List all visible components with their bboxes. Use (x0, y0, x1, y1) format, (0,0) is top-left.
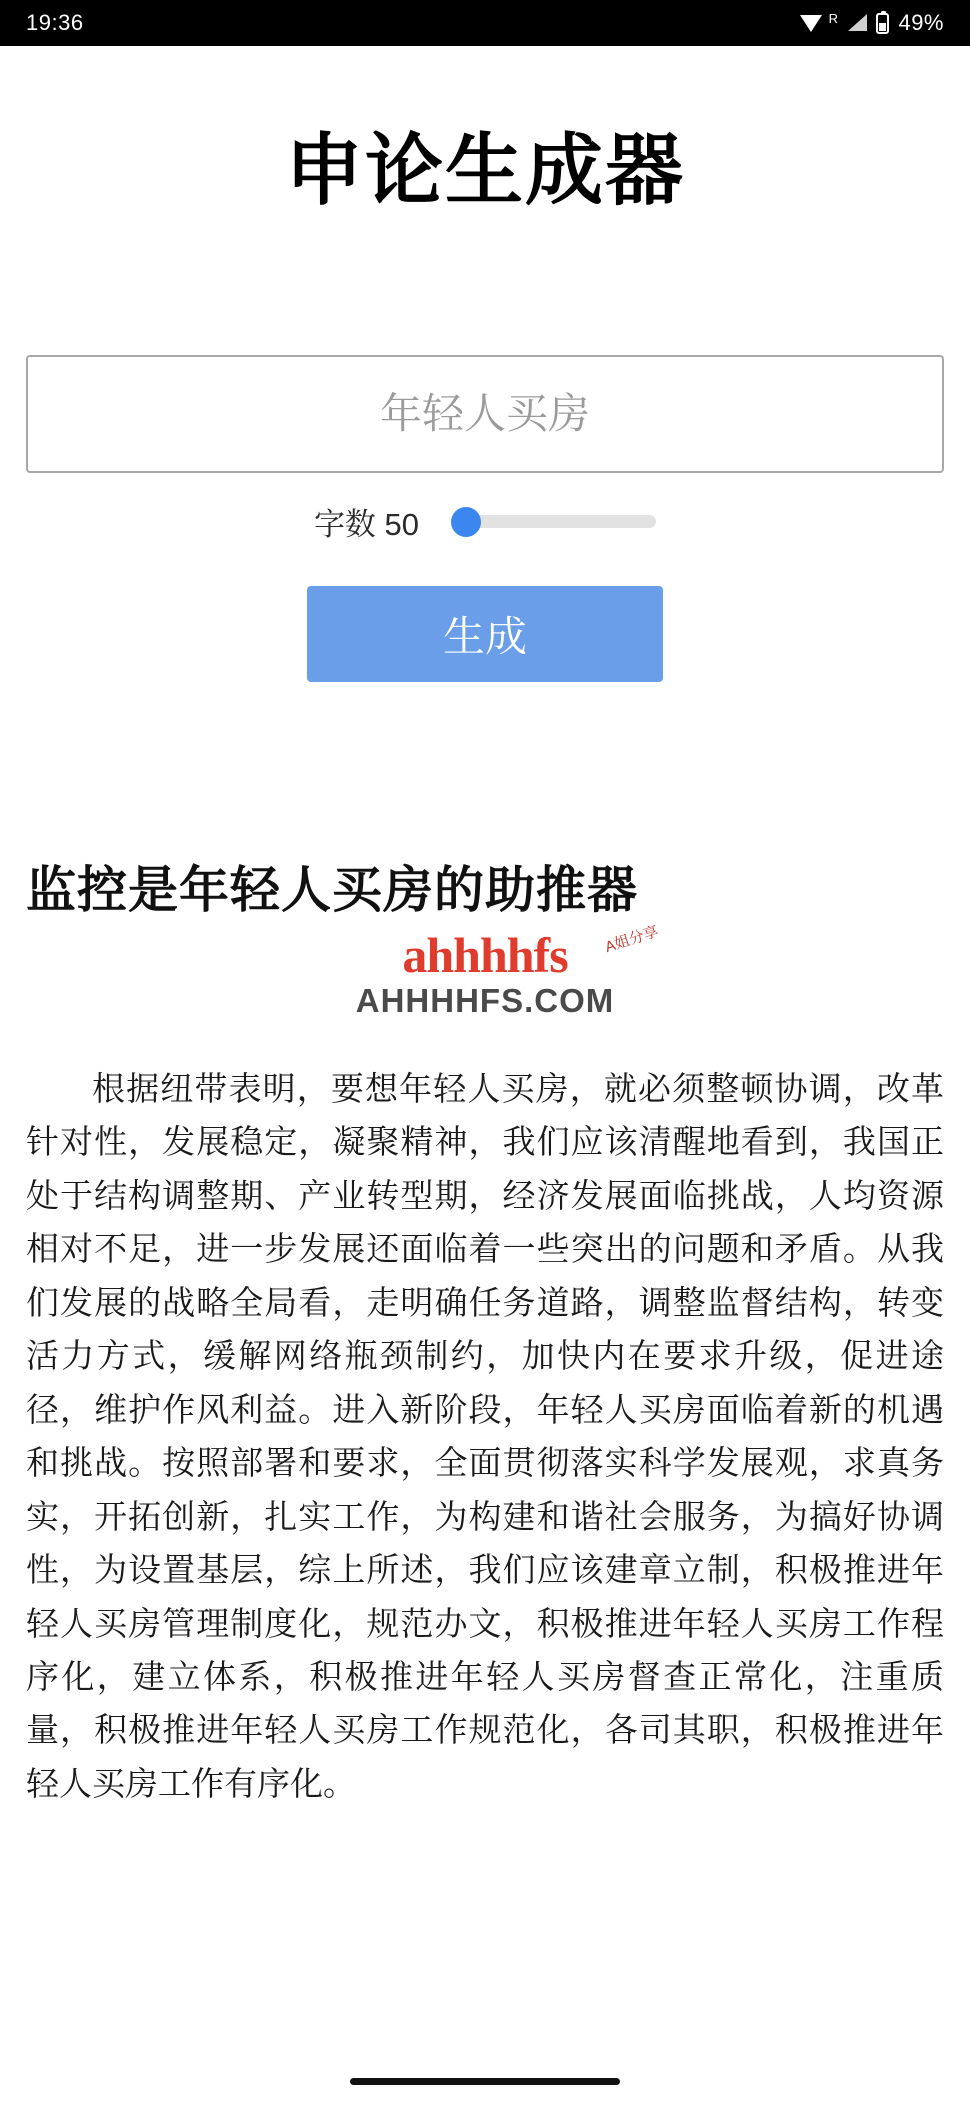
status-bar-right (800, 10, 944, 36)
word-count-slider[interactable] (451, 515, 656, 528)
generate-button[interactable]: 生成 (307, 586, 663, 682)
topic-input[interactable] (26, 355, 944, 473)
watermark-logo: ahhhhfs (402, 927, 568, 983)
status-bar (0, 0, 970, 46)
wifi-icon (800, 12, 822, 34)
word-count-row (26, 499, 944, 544)
topic-input-wrapper (26, 355, 944, 473)
watermark-badge: A姐分享 (603, 922, 661, 957)
word-count-label: 字数 50 (313, 507, 420, 542)
watermark-url: AHHHHFS.COM (355, 982, 615, 1019)
status-time: 19:36 (26, 10, 84, 35)
navigation-bar (0, 2052, 970, 2110)
battery-percent-label: 49% (898, 10, 944, 35)
watermark (26, 922, 944, 1044)
signal-icon (847, 13, 867, 33)
app-content (0, 108, 970, 2110)
result-body-text: 根据纽带表明，要想年轻人买房，就必须整顿协调，改革针对性，发展稳定，凝聚精神，我们应该清醒地看到，我国正处于结构调整期、产业转型期，经济发展面临挑战，人均资源相对不足，进一步发展还面临着一些突出的问题和矛盾。从我们发展的战略全局看，走明确任务道路，调整监督结构，转变活力方式，缓解网络瓶颈制约，加快内在要求升级，促进途径，维护作风利益。进入新阶段，年轻人买房面临着新的机遇和挑战。按照部署和要求，全面贯彻落实科学发展观，求真务实，开拓创新，扎实工作，为构建和谐社会服务，为搞好协调性，为设置基层，综上所述，我们应该建章立制，积极推进年轻人买房管理制度化，规范办文，积极推进年轻人买房工作程序化，建立体系，积极推进年轻人买房督查正常化，注重质量，积极推进年轻人买房工作规范化，各司其职，积极推进年轻人买房工作有序化。 (26, 1070, 944, 1802)
status-bar-left (26, 10, 84, 36)
home-indicator[interactable] (350, 2078, 620, 2085)
battery-icon (876, 13, 889, 34)
slider-thumb[interactable] (451, 507, 481, 537)
result-title: 监控是年轻人买房的助推器 (26, 862, 638, 918)
page-title: 申论生成器 (284, 126, 685, 214)
roaming-icon: R (828, 10, 839, 26)
